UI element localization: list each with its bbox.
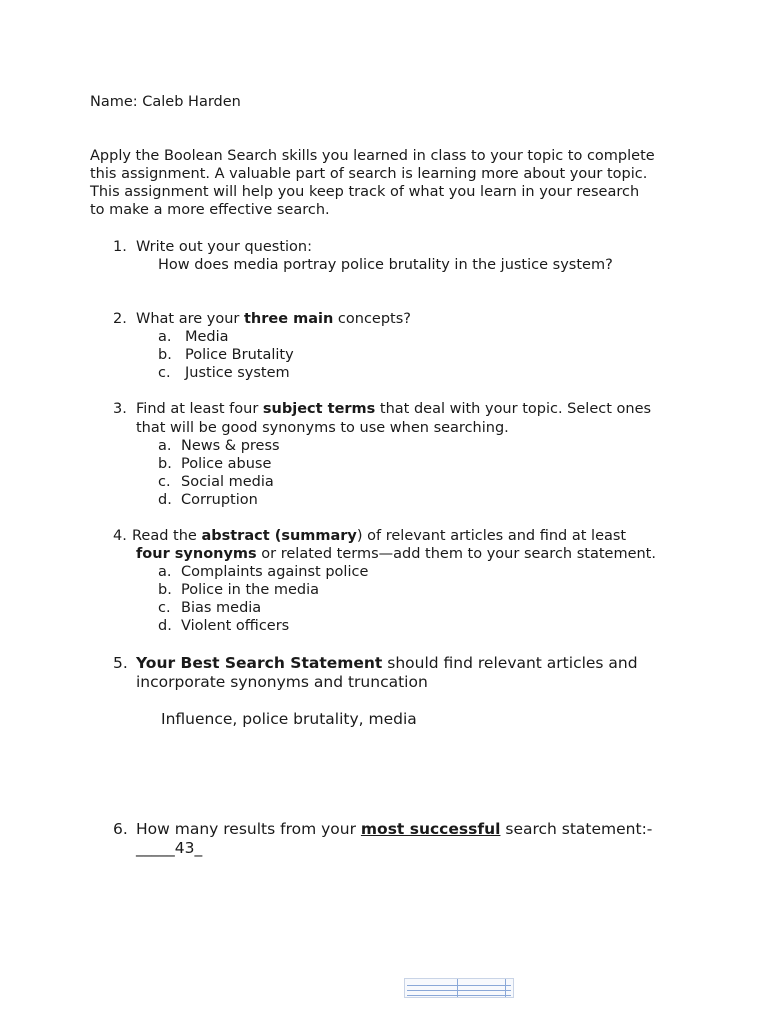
name-line: Name: Caleb Harden xyxy=(90,94,241,110)
intro-line: to make a more effective search. xyxy=(90,202,330,218)
question-number: 3. xyxy=(113,401,127,417)
prompt-text: Read the xyxy=(132,528,202,544)
question-prompt-line2: incorporate synonyms and truncation xyxy=(136,673,428,691)
prompt-text: that deal with your topic. Select ones xyxy=(375,401,652,417)
question-answer: _____43_ xyxy=(136,839,203,857)
question-number: 2. xyxy=(113,311,127,327)
question-answer: How does media portray police brutality in the justice system? xyxy=(158,257,613,273)
question-prompt-line2: that will be good synonyms to use when searching. xyxy=(136,420,509,436)
list-item-letter: c. xyxy=(158,365,171,381)
list-item-letter: a. xyxy=(158,438,172,454)
prompt-text: should find relevant articles and xyxy=(382,654,638,672)
question-prompt xyxy=(136,400,651,418)
list-item: Justice system xyxy=(185,365,290,381)
question-prompt xyxy=(136,654,638,672)
list-item: Media xyxy=(185,329,229,345)
prompt-bold-text: Your Best Search Statement xyxy=(136,654,383,672)
question-prompt: Write out your question: xyxy=(136,239,312,255)
prompt-text: or related terms—add them to your search statement. xyxy=(256,546,656,562)
prompt-bold-text: three main xyxy=(243,311,334,327)
list-item: Police in the media xyxy=(181,582,320,598)
question-prompt-line2 xyxy=(136,545,656,563)
question-prompt xyxy=(132,527,626,545)
embedded-table-thumbnail xyxy=(404,978,514,998)
list-item: Bias media xyxy=(181,600,262,616)
question-number: 6. xyxy=(113,820,128,838)
prompt-text: How many results from your xyxy=(136,820,361,838)
list-item-letter: b. xyxy=(158,456,172,472)
prompt-bold-text: four synonyms xyxy=(136,546,257,562)
list-item: Police Brutality xyxy=(185,347,294,363)
list-item: Police abuse xyxy=(181,456,272,472)
list-item-letter: b. xyxy=(158,582,172,598)
prompt-text: What are your xyxy=(136,311,244,327)
list-item: News & press xyxy=(181,438,280,454)
list-item-letter: c. xyxy=(158,600,171,616)
question-answer: Influence, police brutality, media xyxy=(161,710,417,728)
prompt-text: Find at least four xyxy=(136,401,263,417)
prompt-bold-text: subject terms xyxy=(262,401,376,417)
question-number: 4. xyxy=(113,528,127,544)
list-item: Corruption xyxy=(181,492,258,508)
list-item-letter: c. xyxy=(158,474,171,490)
prompt-underlined-text: most successful xyxy=(360,820,501,838)
question-number: 5. xyxy=(113,654,128,672)
list-item: Social media xyxy=(181,474,274,490)
list-item-letter: d. xyxy=(158,618,172,634)
prompt-bold-text: abstract (summary xyxy=(201,528,357,544)
intro-line: This assignment will help you keep track of what you learn in your research xyxy=(90,184,640,200)
list-item: Complaints against police xyxy=(181,564,369,580)
list-item-letter: a. xyxy=(158,329,172,345)
prompt-text: search statement:- xyxy=(500,820,653,838)
list-item-letter: d. xyxy=(158,492,172,508)
intro-line: Apply the Boolean Search skills you learned in class to your topic to complete xyxy=(90,148,655,164)
question-number: 1. xyxy=(113,239,127,255)
list-item-letter: a. xyxy=(158,564,172,580)
prompt-text: concepts? xyxy=(333,311,411,327)
list-item-letter: b. xyxy=(158,347,172,363)
question-prompt xyxy=(136,820,652,838)
question-prompt xyxy=(136,310,411,328)
intro-line: this assignment. A valuable part of search is learning more about your topic. xyxy=(90,166,648,182)
prompt-text: ) of relevant articles and find at least xyxy=(356,528,627,544)
list-item: Violent officers xyxy=(181,618,290,634)
